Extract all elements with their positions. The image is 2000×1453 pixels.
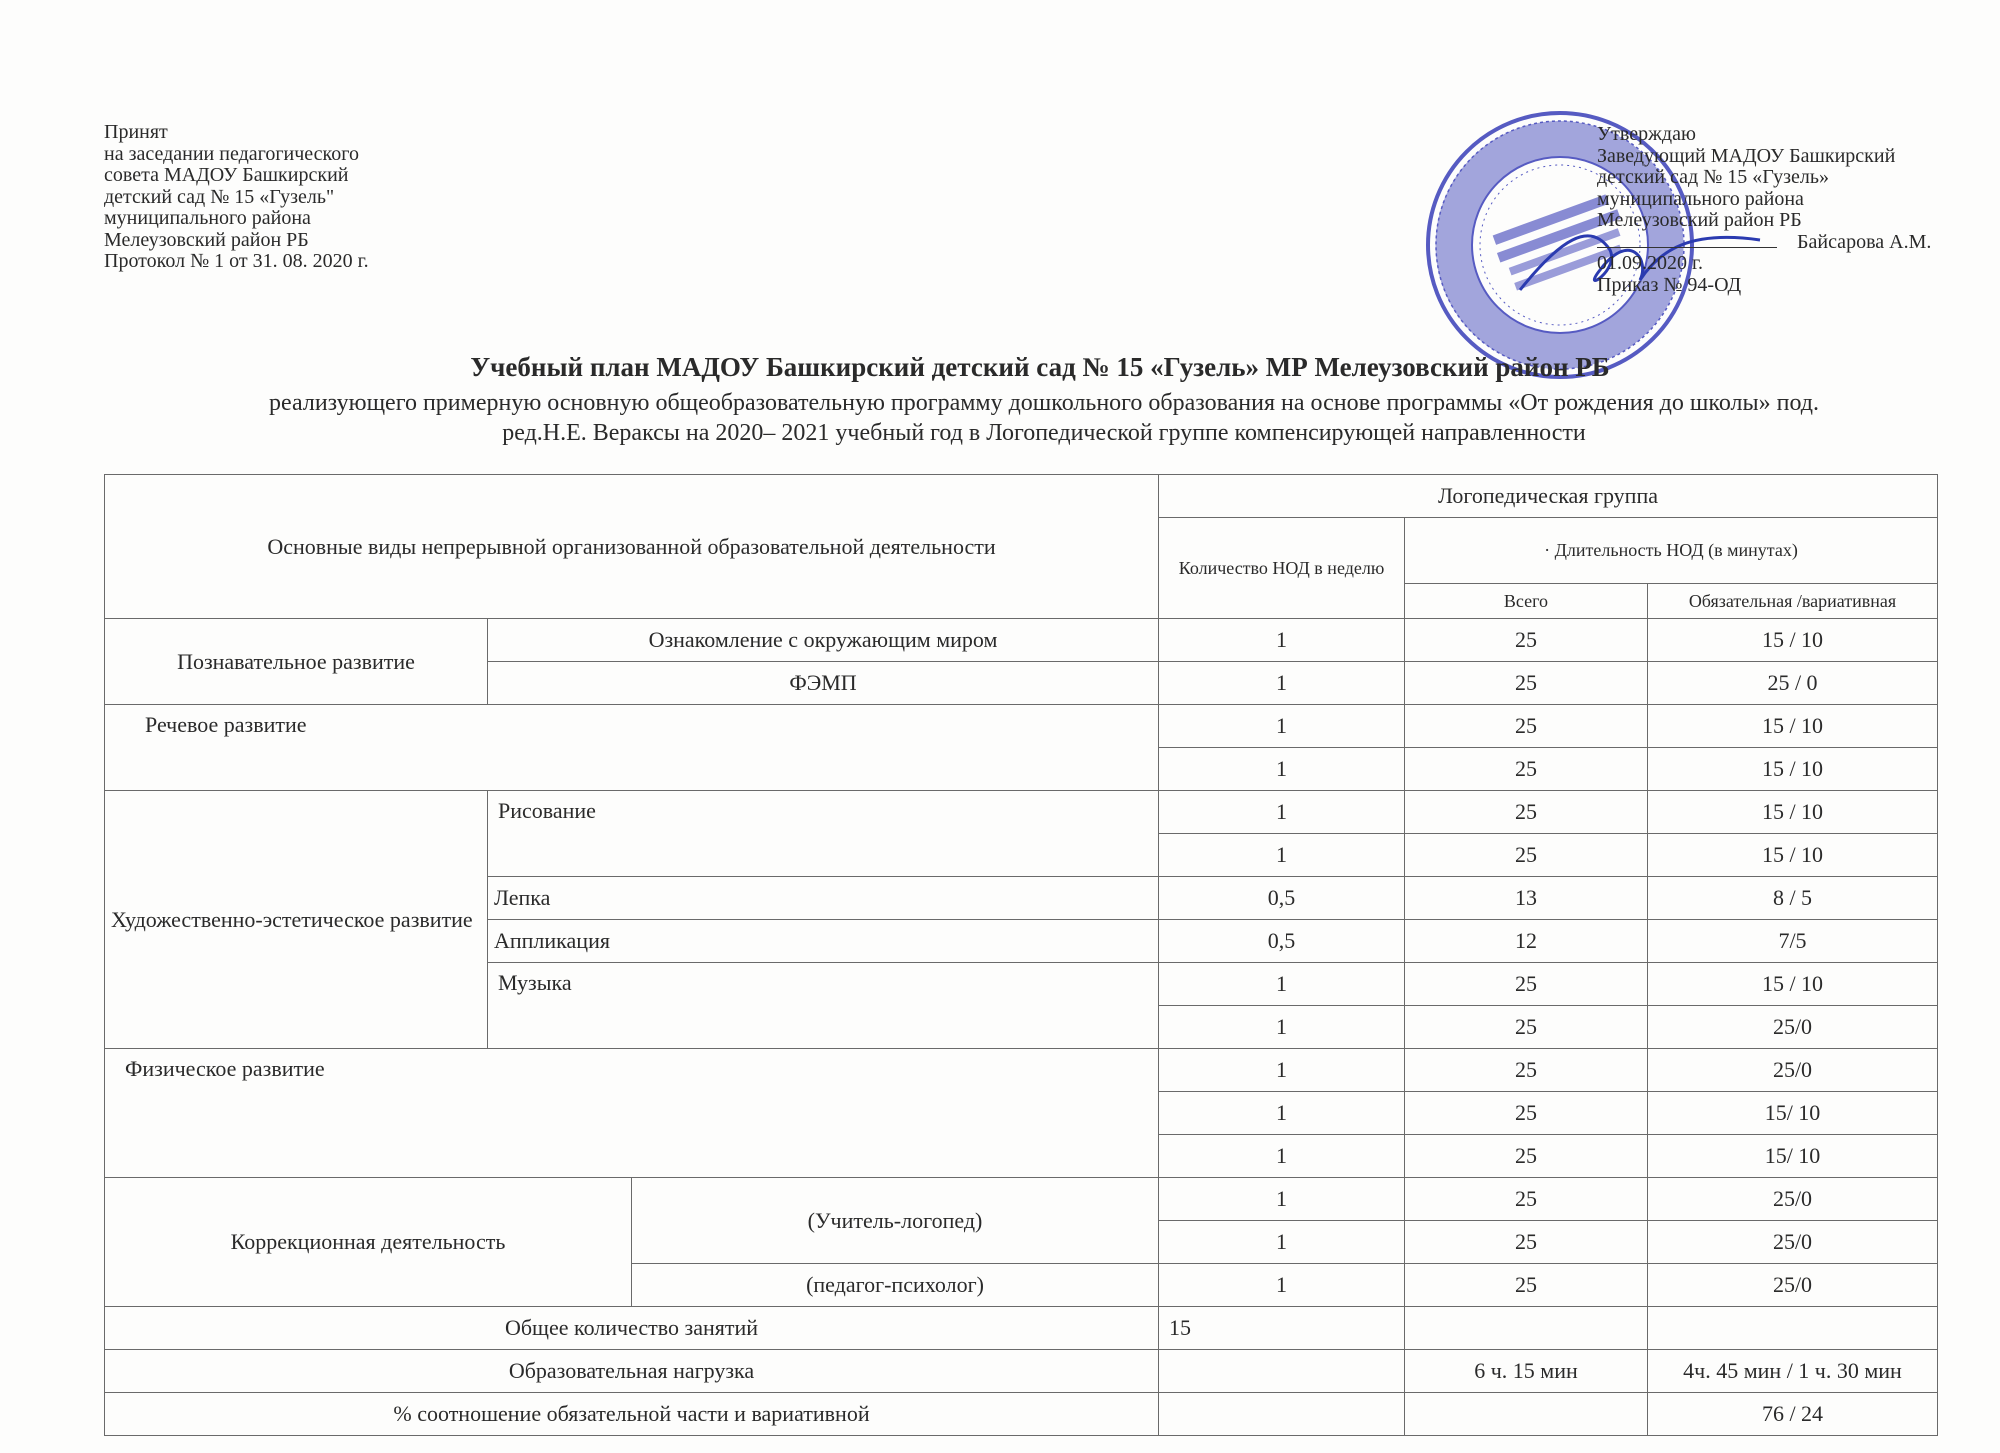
approval-line: муниципального района	[1597, 187, 1804, 210]
adopted-line: на заседании педагогического	[104, 142, 359, 165]
adopted-block	[104, 122, 369, 273]
cell-count: 1	[1159, 791, 1405, 834]
cell-ratio: 25/0	[1648, 1221, 1938, 1264]
cell-ratio: 4ч. 45 мин / 1 ч. 30 мин	[1648, 1350, 1938, 1393]
cell-ratio: 15 / 10	[1648, 834, 1938, 877]
cell-count	[1159, 1393, 1405, 1436]
header-total: Всего	[1405, 584, 1648, 619]
approval-line: Заведующий МАДОУ Башкирский	[1597, 144, 1896, 167]
subject: ФЭМП	[488, 662, 1159, 705]
cell-ratio: 25/0	[1648, 1049, 1938, 1092]
section-correction: Коррекционная деятельность	[105, 1178, 632, 1307]
cell-count: 1	[1159, 1092, 1405, 1135]
table-row	[105, 1049, 1938, 1092]
table-row	[105, 1307, 1938, 1350]
approval-line: Мелеузовский район РБ	[1597, 209, 1802, 231]
table-row	[105, 791, 1938, 834]
order-number: Приказ № 94-ОД	[1597, 273, 1742, 296]
cell-total: 25	[1405, 705, 1648, 748]
curriculum-table	[104, 474, 1938, 1436]
table-row	[105, 619, 1938, 662]
subject: Ознакомление с окружающим миром	[488, 619, 1159, 662]
cell-ratio: 76 / 24	[1648, 1393, 1938, 1436]
cell-count: 15	[1159, 1307, 1405, 1350]
total-classes-label: Общее количество занятий	[105, 1307, 1159, 1350]
cell-total: 25	[1405, 1264, 1648, 1307]
cell-ratio: 25/0	[1648, 1006, 1938, 1049]
ratio-label: % соотношение обязательной части и вариативной	[105, 1393, 1159, 1436]
cell-count: 1	[1159, 619, 1405, 662]
cell-total: 13	[1405, 877, 1648, 920]
cell-ratio: 25/0	[1648, 1264, 1938, 1307]
cell-total: 25	[1405, 834, 1648, 877]
approval-line: Утверждаю	[1597, 123, 1696, 145]
cell-count: 1	[1159, 662, 1405, 705]
cell-ratio: 8 / 5	[1648, 877, 1938, 920]
cell-total: 6 ч. 15 мин	[1405, 1350, 1648, 1393]
cell-ratio: 15/ 10	[1648, 1135, 1938, 1178]
cell-total: 25	[1405, 619, 1648, 662]
subtitle-line-1: реализующего примерную основную общеобразовательную программу дошкольного образования на основе программы «От рождения до школы» под.	[269, 390, 1819, 416]
adopted-line: Протокол № 1 от 31. 08. 2020 г.	[104, 250, 369, 272]
section-cognitive: Познавательное развитие	[105, 619, 488, 705]
cell-count: 1	[1159, 748, 1405, 791]
load-label: Образовательная нагрузка	[105, 1350, 1159, 1393]
cell-total: 25	[1405, 662, 1648, 705]
cell-count: 1	[1159, 1006, 1405, 1049]
cell-total	[1405, 1393, 1648, 1436]
cell-count: 1	[1159, 834, 1405, 877]
cell-total: 25	[1405, 1049, 1648, 1092]
adopted-line: Принят	[104, 121, 168, 143]
subject: Аппликация	[488, 920, 1159, 963]
approval-block	[1597, 124, 1931, 296]
subject: (Учитель-логопед)	[632, 1178, 1159, 1264]
cell-total: 12	[1405, 920, 1648, 963]
director-name: Байсарова А.М.	[1797, 230, 1932, 253]
cell-total: 25	[1405, 791, 1648, 834]
cell-count: 1	[1159, 705, 1405, 748]
cell-count: 1	[1159, 1178, 1405, 1221]
header-mandatory-variable: Обязательная /вариативная	[1648, 584, 1938, 619]
subtitle-line-2: ред.Н.Е. Вераксы на 2020– 2021 учебный год в Логопедической группе компенсирующей направленности	[502, 420, 1586, 446]
section-art: Художественно-эстетическое развитие	[105, 791, 488, 1049]
cell-count: 1	[1159, 963, 1405, 1006]
cell-total: 25	[1405, 963, 1648, 1006]
cell-total: 25	[1405, 1006, 1648, 1049]
cell-count: 1	[1159, 1264, 1405, 1307]
cell-ratio: 15/ 10	[1648, 1092, 1938, 1135]
section-physical: Физическое развитие	[105, 1049, 1159, 1178]
cell-count	[1159, 1350, 1405, 1393]
cell-ratio: 15 / 10	[1648, 748, 1938, 791]
approval-line: детский сад № 15 «Гузель»	[1597, 166, 1829, 188]
page-title: Учебный план МАДОУ Башкирский детский сад № 15 «Гузель» МР Мелеузовский район РБ	[470, 352, 1610, 382]
header-activity-types: Основные виды непрерывной организованной образовательной деятельности	[105, 475, 1159, 619]
adopted-line: совета МАДОУ Башкирский	[104, 164, 349, 186]
table-row	[105, 1178, 1938, 1221]
cell-total: 25	[1405, 748, 1648, 791]
cell-total	[1405, 1307, 1648, 1350]
signature-line	[1597, 232, 1931, 254]
adopted-line: детский сад № 15 «Гузель"	[104, 185, 335, 208]
cell-ratio: 15 / 10	[1648, 963, 1938, 1006]
cell-count: 0,5	[1159, 920, 1405, 963]
cell-total: 25	[1405, 1221, 1648, 1264]
subject: Лепка	[488, 877, 1159, 920]
cell-ratio	[1648, 1307, 1938, 1350]
cell-ratio: 15 / 10	[1648, 619, 1938, 662]
cell-count: 0,5	[1159, 877, 1405, 920]
cell-ratio: 25 / 0	[1648, 662, 1938, 705]
header-group: Логопедическая группа	[1159, 475, 1938, 518]
cell-total: 25	[1405, 1178, 1648, 1221]
cell-total: 25	[1405, 1092, 1648, 1135]
header-duration: · Длительность НОД (в минутах)	[1405, 518, 1938, 584]
cell-ratio: 7/5	[1648, 920, 1938, 963]
subject: (педагог-психолог)	[632, 1264, 1159, 1307]
adopted-line: муниципального района	[104, 207, 311, 229]
table-row	[105, 1393, 1938, 1436]
cell-count: 1	[1159, 1221, 1405, 1264]
subject: Рисование	[488, 791, 1159, 877]
approval-date: 01.09.2020 г.	[1597, 252, 1703, 274]
cell-ratio: 25/0	[1648, 1178, 1938, 1221]
table-row	[105, 705, 1938, 748]
cell-count: 1	[1159, 1049, 1405, 1092]
cell-total: 25	[1405, 1135, 1648, 1178]
cell-count: 1	[1159, 1135, 1405, 1178]
section-speech: Речевое развитие	[105, 705, 1159, 791]
table-row	[105, 1350, 1938, 1393]
header-count: Количество НОД в неделю	[1159, 518, 1405, 619]
subject: Музыка	[488, 963, 1159, 1049]
cell-ratio: 15 / 10	[1648, 705, 1938, 748]
adopted-line: Мелеузовский район РБ	[104, 228, 309, 251]
cell-ratio: 15 / 10	[1648, 791, 1938, 834]
